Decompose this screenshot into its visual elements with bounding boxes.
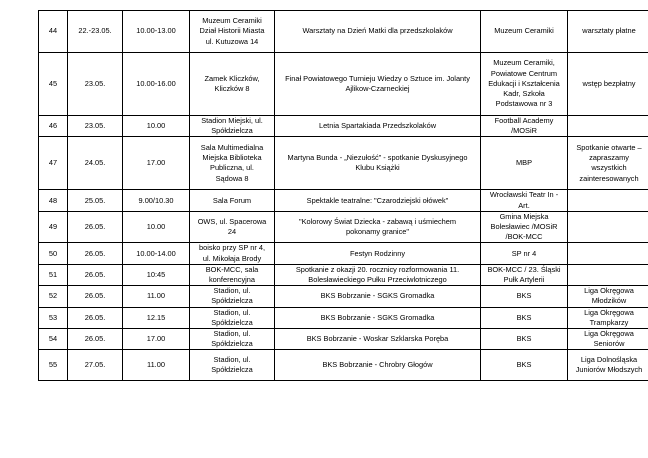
table-row <box>39 53 648 116</box>
row-organizer-line: BKS <box>516 291 532 301</box>
row-number: 51 <box>39 264 68 285</box>
row-date: 26.05. <box>68 264 123 285</box>
row-notes <box>568 190 648 211</box>
row-date: 26.05. <box>68 329 123 350</box>
row-notes <box>568 211 648 243</box>
row-place <box>190 190 275 211</box>
table-row <box>39 243 648 264</box>
row-place <box>190 211 275 243</box>
row-organizer <box>481 264 568 285</box>
row-place-line: boisko przy SP nr 4, <box>199 243 265 253</box>
row-time: 17.00 <box>123 329 190 350</box>
row-number: 54 <box>39 329 68 350</box>
row-notes-line: Liga Okręgowa <box>584 329 634 339</box>
row-organizer-line: Bolesławiec /MOSiR <box>490 222 558 232</box>
row-event <box>275 243 481 264</box>
row-event <box>275 264 481 285</box>
row-number: 49 <box>39 211 68 243</box>
row-place-line: Stadion, ul. <box>213 286 251 296</box>
table-row <box>39 286 648 307</box>
row-place <box>190 350 275 381</box>
events-table <box>38 10 648 381</box>
row-event-line: Martyna Bunda - „Niezułość” - spotkanie Dyskusyjnego <box>287 153 468 163</box>
row-place-line: Sądowa 8 <box>215 173 249 183</box>
row-time: 11.00 <box>123 286 190 307</box>
row-number: 53 <box>39 307 68 328</box>
row-organizer <box>481 53 568 116</box>
table-row <box>39 307 648 328</box>
row-organizer <box>481 286 568 307</box>
table-row <box>39 137 648 190</box>
row-notes-line: Seniorów <box>593 339 625 349</box>
row-event-line: Finał Powiatowego Turnieju Wiedzy o Sztuce im. Jolanty <box>285 73 470 83</box>
row-event-line: Spektakle teatralne: "Czarodziejski ołówek" <box>306 195 449 205</box>
row-event <box>275 137 481 190</box>
row-place-line: 24 <box>227 227 237 237</box>
row-organizer-line: Art. <box>518 200 530 210</box>
table-row <box>39 264 648 285</box>
row-time: 10.00 <box>123 116 190 137</box>
row-event-line: Letnia Spartakiada Przedszkolaków <box>318 121 437 131</box>
row-place-line: Publiczna, ul. <box>210 163 254 173</box>
row-organizer <box>481 329 568 350</box>
row-notes <box>568 11 648 53</box>
row-number: 45 <box>39 53 68 116</box>
row-event <box>275 116 481 137</box>
row-notes-line: wszystkich <box>591 163 627 173</box>
row-time: 9.00/10.30 <box>123 190 190 211</box>
row-place <box>190 116 275 137</box>
table-row <box>39 211 648 243</box>
row-organizer-line: /BOK-MCC <box>505 232 543 242</box>
row-organizer-line: Edukacji i Kształcenia <box>488 78 560 88</box>
row-place-line: Spółdzielcza <box>211 126 253 136</box>
row-time: 10.00 <box>123 211 190 243</box>
row-notes <box>568 137 648 190</box>
row-organizer-line: MBP <box>515 158 532 168</box>
row-notes <box>568 307 648 328</box>
row-time: 10.00-14.00 <box>123 243 190 264</box>
row-organizer-line: BKS <box>516 360 532 370</box>
row-event-line: Warsztaty na Dzień Matki dla przedszkolaków <box>302 26 453 36</box>
row-place-line: Miejska Biblioteka <box>202 153 262 163</box>
row-organizer-line: Wrocławski Teatr In - <box>489 190 559 200</box>
row-notes-line <box>570 196 648 206</box>
row-place-line: Muzeum Ceramiki <box>202 16 262 26</box>
row-event <box>275 53 481 116</box>
row-organizer <box>481 11 568 53</box>
row-event-line: Ajlikow-Czarneckiej <box>345 84 410 93</box>
row-place-line: Spółdzielcza <box>211 339 253 349</box>
row-date: 26.05. <box>68 243 123 264</box>
row-place-line: Zamek Kliczków, <box>204 73 260 83</box>
row-date: 26.05. <box>68 307 123 328</box>
row-organizer-line: Muzeum Ceramiki <box>494 26 554 36</box>
row-number: 47 <box>39 137 68 190</box>
row-time: 12.15 <box>123 307 190 328</box>
row-notes-line <box>570 222 648 232</box>
row-organizer <box>481 211 568 243</box>
row-event <box>275 350 481 381</box>
row-event <box>275 329 481 350</box>
row-notes-line: Trampkarzy <box>589 317 629 327</box>
row-notes-line: Liga Okręgowa <box>584 307 634 317</box>
row-organizer-line: Gmina Miejska <box>499 211 549 221</box>
row-date: 23.05. <box>68 53 123 116</box>
row-event <box>275 11 481 53</box>
row-organizer-line: Muzeum Ceramiki, <box>493 58 555 68</box>
row-number: 52 <box>39 286 68 307</box>
row-notes-line: Liga Okręgowa <box>584 286 634 296</box>
row-organizer <box>481 307 568 328</box>
row-time: 10.00-13.00 <box>123 11 190 53</box>
row-place-line: Stadion Miejski, ul. <box>201 116 263 125</box>
row-date: 26.05. <box>68 211 123 243</box>
row-place-line: BOK-MCC, sala <box>205 264 259 274</box>
row-date: 26.05. <box>68 286 123 307</box>
row-place <box>190 307 275 328</box>
row-number: 46 <box>39 116 68 137</box>
row-place-line: Spółdzielcza <box>211 317 253 327</box>
row-number: 55 <box>39 350 68 381</box>
row-event-line: BKS Bobrzanie - SGKS Gromadka <box>320 312 435 322</box>
row-notes <box>568 329 648 350</box>
row-notes-line: Juniorów Młodszych <box>575 365 643 375</box>
row-place-line: Spółdzielcza <box>211 296 253 306</box>
row-place-line: ul. Mikołaja Brody <box>202 253 262 263</box>
row-organizer-line: Kadr, Szkoła <box>503 89 545 99</box>
row-event-line: Klubu Książki <box>355 163 400 173</box>
table-row <box>39 350 648 381</box>
row-organizer-line: Football Academy <box>494 116 554 125</box>
row-organizer-line: /MOSiR <box>511 126 537 136</box>
row-event <box>275 190 481 211</box>
row-place <box>190 329 275 350</box>
row-event <box>275 286 481 307</box>
events-table-body <box>39 11 648 381</box>
row-place <box>190 53 275 116</box>
row-place-line: ul. Kutuzowa 14 <box>205 36 259 46</box>
row-date: 22.-23.05. <box>68 11 123 53</box>
row-date: 25.05. <box>68 190 123 211</box>
row-place-line: Stadion, ul. <box>213 307 251 317</box>
row-place <box>190 11 275 53</box>
row-notes <box>568 350 648 381</box>
row-notes-line: zapraszamy <box>589 153 629 163</box>
row-organizer-line: Pułk Artylerii <box>503 275 545 285</box>
row-notes <box>568 116 648 137</box>
row-organizer <box>481 350 568 381</box>
table-row <box>39 329 648 350</box>
row-event-line: pokonamy granice" <box>345 227 409 237</box>
row-notes <box>568 243 648 264</box>
row-date: 23.05. <box>68 116 123 137</box>
row-organizer-line: SP nr 4 <box>511 248 537 258</box>
table-row <box>39 190 648 211</box>
row-notes-line <box>570 249 648 259</box>
row-notes <box>568 286 648 307</box>
row-place-line: Dział Historii Miasta <box>199 26 265 36</box>
row-notes-line: warsztaty płatne <box>582 26 636 36</box>
row-notes-line: wstęp bezpłatny <box>582 78 636 88</box>
row-number: 50 <box>39 243 68 264</box>
row-notes-line: Liga Dolnośląska <box>580 355 638 365</box>
row-event-line: BKS Bobrzanie - SGKS Gromadka <box>320 291 435 301</box>
row-organizer <box>481 190 568 211</box>
row-time: 11.00 <box>123 350 190 381</box>
row-place <box>190 137 275 190</box>
row-organizer-line: BOK-MCC / 23. Śląski <box>487 264 561 274</box>
row-place-line: Stadion, ul. <box>213 329 251 339</box>
row-place <box>190 264 275 285</box>
row-organizer <box>481 243 568 264</box>
row-event-line: Spotkanie z okazji 20. rocznicy rozformowania 11. <box>295 264 460 274</box>
row-place-line: Sala Multimedialna <box>200 143 264 152</box>
row-event-line: BKS Bobrzanie - Woskar Szklarska Poręba <box>306 334 449 344</box>
row-time: 10.00-16.00 <box>123 53 190 116</box>
row-notes-line: Młodzików <box>591 296 627 306</box>
row-event-line: BKS Bobrzanie - Chrobry Głogów <box>322 360 433 370</box>
row-organizer-line: BKS <box>516 334 532 344</box>
row-place-line: Spółdzielcza <box>211 365 253 375</box>
row-event-line: "Kolorowy Świat Dziecka - zabawą i uśmiechem <box>298 216 457 226</box>
row-notes-line: Spotkanie otwarte – <box>576 143 642 152</box>
row-event-line: Festyn Rodzinny <box>349 248 406 258</box>
row-place-line: konferencyjna <box>208 275 255 285</box>
row-time: 17.00 <box>123 137 190 190</box>
row-time: 10:45 <box>123 264 190 285</box>
row-notes-line <box>570 121 648 131</box>
row-place-line: Stadion, ul. <box>213 355 251 365</box>
row-number: 44 <box>39 11 68 53</box>
row-event <box>275 211 481 243</box>
row-notes <box>568 53 648 116</box>
row-organizer-line: Powiatowe Centrum <box>490 68 558 78</box>
table-row <box>39 11 648 53</box>
row-event <box>275 307 481 328</box>
row-notes-line <box>570 270 648 280</box>
row-place-line: OWS, ul. Spacerowa <box>197 216 267 226</box>
row-place-line: Kliczków 8 <box>214 84 250 93</box>
row-notes <box>568 264 648 285</box>
row-organizer-line: BKS <box>516 312 532 322</box>
row-date: 24.05. <box>68 137 123 190</box>
table-row <box>39 116 648 137</box>
row-organizer-line: Podstawowa nr 3 <box>495 99 553 109</box>
row-organizer <box>481 137 568 190</box>
row-number: 48 <box>39 190 68 211</box>
row-event-line: Bolesławieckiego Pułku Przeciwlotniczego <box>308 275 447 285</box>
row-notes-line: zainteresowanych <box>579 173 639 183</box>
row-place <box>190 286 275 307</box>
row-organizer <box>481 116 568 137</box>
row-place-line: Sala Forum <box>212 195 252 205</box>
row-place <box>190 243 275 264</box>
row-date: 27.05. <box>68 350 123 381</box>
